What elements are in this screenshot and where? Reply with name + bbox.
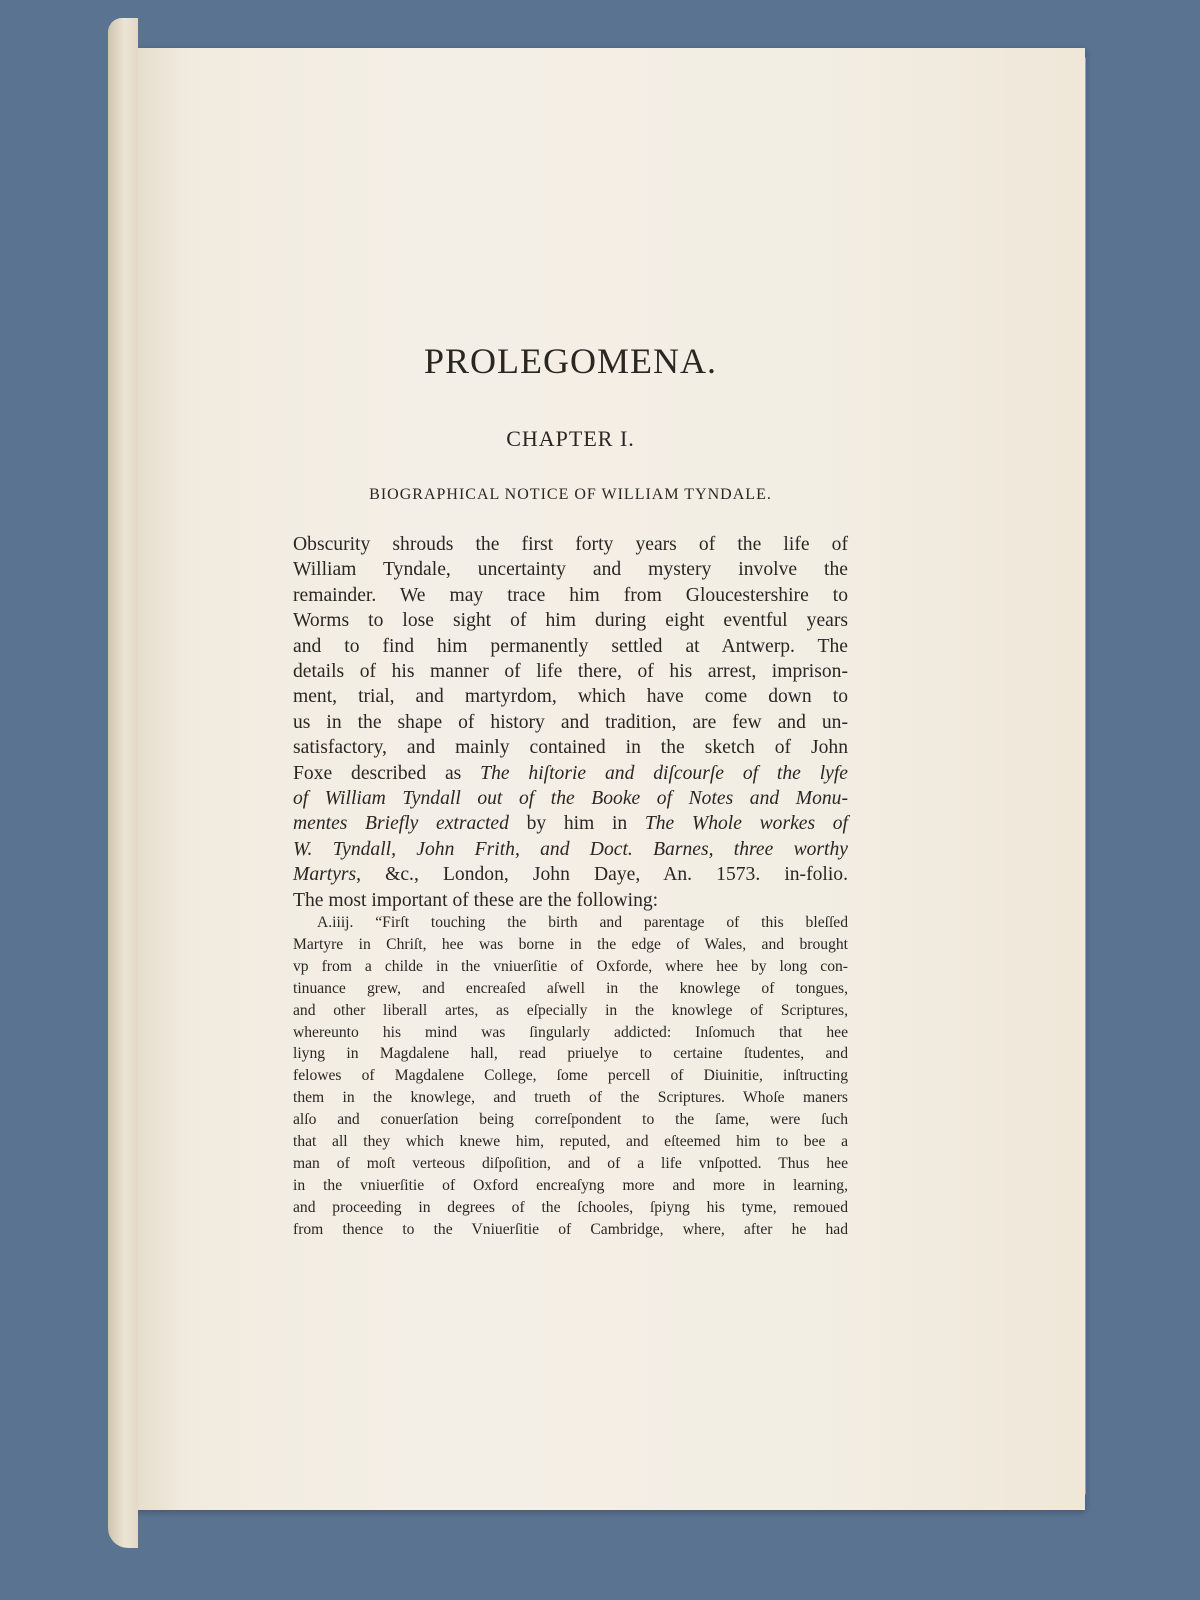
quote-line: felowes of Magdalene College, ſome percell of Diuinitie, inſtructing [293,1067,848,1085]
quote-line: tinuance grew, and encreaſed aſwell in the knowlege of tongues, [293,979,848,997]
quote-line: man of moſt verteous diſpoſition, and of a life vnſpotted. Thus hee [293,1154,848,1172]
quote-line: liyng in Magdalene hall, read priuelye to certaine ſtudentes, and [293,1045,848,1063]
quote-line: that all they which knewe him, reputed, and eſteemed him to bee a [293,1133,848,1151]
body-line: of William Tyndall out of the Booke of Notes and Monu- [293,788,848,810]
quote-line: whereunto his mind was ſingularly addicted: Inſomuch that hee [293,1023,848,1041]
body-line: us in the shape of history and tradition, are few and un- [293,711,848,733]
body-line: details of his manner of life there, of his arrest, imprison- [293,661,848,683]
body-line: mentes Briefly extracted by him in The Whole workes of [293,813,848,835]
quote-line: from thence to the Vniuerſitie of Cambridge, where, after he had [293,1220,848,1238]
quote-line: them in the knowlege, and trueth of the Scriptures. Whoſe maners [293,1089,848,1107]
quote-line: and proceeding in degrees of the ſchooles, ſpiyng his tyme, remoued [293,1198,848,1216]
body-line: Martyrs, &c., London, John Daye, An. 1573. in-folio. [293,864,848,886]
quote-line: vp from a childe in the vniuerſitie of Oxforde, where hee by long con- [293,957,848,975]
body-line: satisfactory, and mainly contained in the sketch of John [293,737,848,759]
chapter-heading: CHAPTER I. [506,426,635,451]
body-line: ment, trial, and martyrdom, which have come down to [293,686,848,708]
quote-line: alſo and conuerſation being correſpondent to the ſame, were ſuch [293,1111,848,1129]
quote-line: A.iiij. “Firſt touching the birth and parentage of this bleſſed [317,914,848,931]
body-paragraph [293,532,848,913]
quoted-passage [293,912,848,1241]
body-line: Worms to lose sight of him during eight eventful years [293,610,848,632]
quote-line: Martyre in Chriſt, hee was borne in the edge of Wales, and brought [293,935,848,953]
page-title: PROLEGOMENA. [423,341,717,381]
body-line: Obscurity shrouds the first forty years of the life of [293,534,848,555]
quote-line: in the vniuerſitie of Oxford encreaſyng more and more in learning, [293,1176,848,1194]
section-subheading: BIOGRAPHICAL NOTICE OF WILLIAM TYNDALE. [369,486,772,503]
body-line: William Tyndale, uncertainty and mystery involve the [293,559,848,581]
quote-line: and other liberall artes, as eſpecially in the knowlege of Scriptures, [293,1001,848,1019]
body-line: remainder. We may trace him from Gloucestershire to [293,584,848,606]
left-page-fold [108,18,138,1548]
body-line: Foxe described as The hiſtorie and diſcourſe of the lyfe [293,762,849,784]
body-line: The most important of these are the following: [293,889,659,911]
body-line: and to find him permanently settled at Antwerp. The [293,635,848,657]
body-line: W. Tyndall, John Frith, and Doct. Barnes, three worthy [293,838,848,860]
